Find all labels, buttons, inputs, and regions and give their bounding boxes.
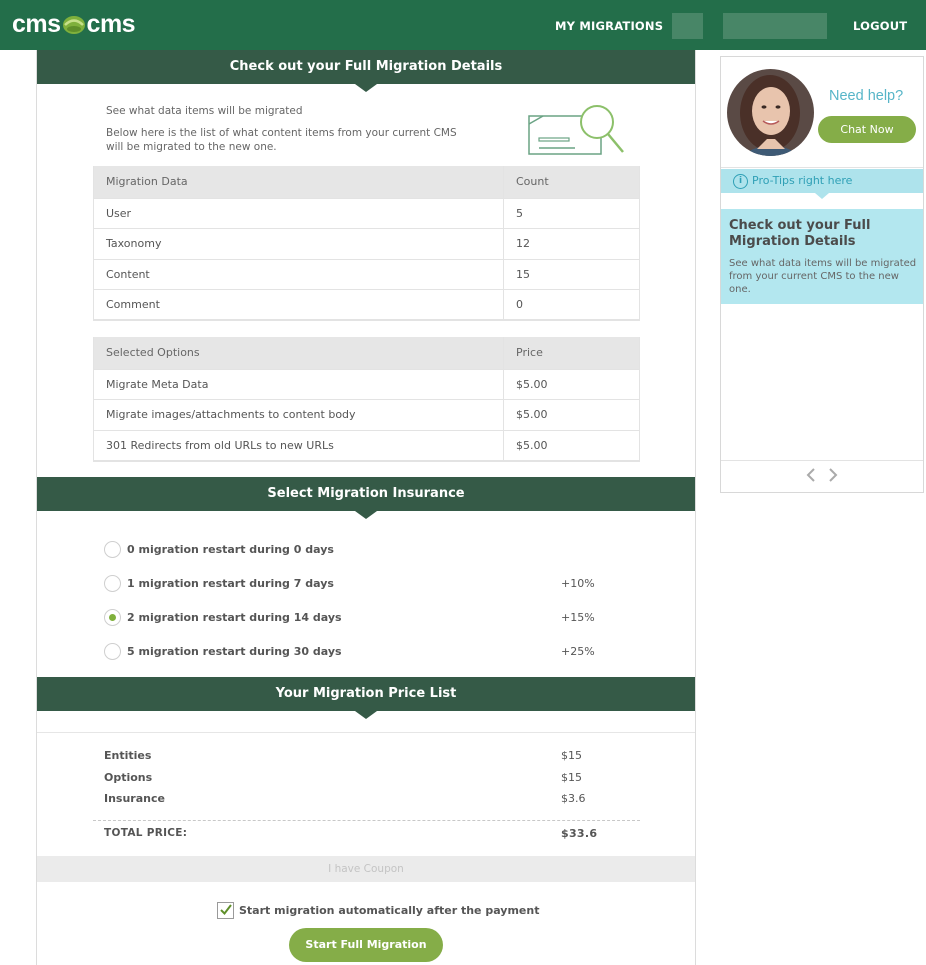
- pro-tips-bar: [721, 169, 923, 193]
- auto-start-checkbox[interactable]: [217, 902, 234, 919]
- insurance-radio-selected[interactable]: [104, 609, 121, 626]
- col-header-migration-data: Migration Data: [94, 166, 504, 198]
- price-label: Insurance: [104, 792, 165, 805]
- option-price: $5.00: [504, 369, 640, 400]
- table-row: [94, 290, 640, 321]
- nav-my-migrations[interactable]: MY MIGRATIONS: [555, 19, 664, 33]
- insurance-percent: +25%: [561, 644, 595, 658]
- divider: [721, 167, 923, 168]
- logo-text-right: cms: [86, 9, 136, 38]
- row-name: Taxonomy: [94, 229, 504, 260]
- insurance-option-30-days[interactable]: [104, 642, 604, 660]
- blurred-account-name[interactable]: [723, 13, 827, 39]
- blurred-nav-item[interactable]: [672, 13, 703, 39]
- total-value: $33.6: [561, 827, 598, 840]
- checkmark-icon: [219, 903, 233, 917]
- insurance-label[interactable]: 0 migration restart during 0 days: [127, 542, 334, 556]
- top-bar: [0, 0, 926, 50]
- row-name: Comment: [94, 290, 504, 321]
- dashed-divider: [93, 820, 640, 821]
- row-count: 12: [504, 229, 640, 260]
- col-header-price: Price: [504, 337, 640, 369]
- price-row-options: [104, 771, 644, 784]
- logo-text-left: cms: [12, 9, 61, 38]
- tip-body: See what data items will be migrated from your current CMS to the new one.: [729, 258, 917, 295]
- price-value: $3.6: [561, 792, 586, 805]
- price-value: $15: [561, 771, 582, 784]
- divider: [721, 460, 923, 461]
- row-count: 15: [504, 259, 640, 290]
- insurance-percent: +10%: [561, 576, 595, 590]
- insurance-radio[interactable]: [104, 575, 121, 592]
- total-price-row: [104, 827, 644, 839]
- cms2cms-logo[interactable]: [12, 9, 135, 39]
- pro-tips-label: Pro-Tips right here: [752, 174, 853, 187]
- table-header-row: [94, 166, 640, 198]
- help-panel: [720, 56, 924, 493]
- info-icon: i: [733, 174, 748, 189]
- option-name: 301 Redirects from old URLs to new URLs: [94, 430, 504, 461]
- auto-start-label[interactable]: Start migration automatically after the payment: [239, 904, 540, 917]
- need-help-link[interactable]: Need help?: [829, 88, 904, 104]
- divider: [37, 732, 695, 733]
- insurance-label[interactable]: 1 migration restart during 7 days: [127, 576, 334, 590]
- insurance-option-7-days[interactable]: [104, 574, 604, 592]
- row-name: User: [94, 198, 504, 229]
- insurance-label[interactable]: 5 migration restart during 30 days: [127, 644, 342, 658]
- insurance-radio[interactable]: [104, 541, 121, 558]
- insurance-option-14-days[interactable]: [104, 608, 604, 626]
- insurance-percent: +15%: [561, 610, 595, 624]
- price-label: Options: [104, 771, 153, 784]
- chevron-right-icon[interactable]: [826, 467, 840, 483]
- row-count: 0: [504, 290, 640, 321]
- migration-details-panel: [36, 50, 696, 965]
- auto-start-option[interactable]: [217, 902, 540, 919]
- row-count: 5: [504, 198, 640, 229]
- tip-title: Check out your Full Migration Details: [729, 218, 871, 249]
- logo-2-icon: [62, 12, 86, 36]
- coupon-toggle[interactable]: I have Coupon: [37, 856, 695, 882]
- table-row: [94, 369, 640, 400]
- option-name: Migrate Meta Data: [94, 369, 504, 400]
- chevron-left-icon[interactable]: [804, 467, 818, 483]
- insurance-label[interactable]: 2 migration restart during 14 days: [127, 610, 342, 624]
- price-row-insurance: [104, 792, 644, 805]
- migration-data-table: [93, 166, 640, 321]
- total-label: TOTAL PRICE:: [104, 827, 188, 839]
- support-agent-avatar: [727, 69, 814, 156]
- nav-logout[interactable]: LOGOUT: [853, 19, 908, 33]
- row-name: Content: [94, 259, 504, 290]
- intro-text: Below here is the list of what content items from your current CMS will be migrated to the new one.: [106, 127, 457, 153]
- table-row: [94, 198, 640, 229]
- price-row-entities: [104, 749, 644, 762]
- table-row: [94, 229, 640, 260]
- option-price: $5.00: [504, 430, 640, 461]
- price-value: $15: [561, 749, 582, 762]
- col-header-count: Count: [504, 166, 640, 198]
- intro-heading: See what data items will be migrated: [106, 105, 303, 117]
- col-header-selected-options: Selected Options: [94, 337, 504, 369]
- insurance-option-0-days[interactable]: [104, 540, 604, 558]
- price-label: Entities: [104, 749, 152, 762]
- tip-card: [721, 209, 923, 304]
- search-document-icon: [527, 102, 627, 162]
- table-row: [94, 259, 640, 290]
- insurance-section-header: Select Migration Insurance: [37, 477, 695, 511]
- price-list-section-header: Your Migration Price List: [37, 677, 695, 711]
- insurance-radio[interactable]: [104, 643, 121, 660]
- start-full-migration-button[interactable]: Start Full Migration: [289, 928, 443, 962]
- option-price: $5.00: [504, 400, 640, 431]
- table-header-row: [94, 337, 640, 369]
- table-row: [94, 430, 640, 461]
- option-name: Migrate images/attachments to content body: [94, 400, 504, 431]
- chat-now-button[interactable]: Chat Now: [818, 116, 916, 143]
- table-row: [94, 400, 640, 431]
- pro-tips-pointer: [815, 193, 829, 199]
- details-section-header: Check out your Full Migration Details: [37, 50, 695, 84]
- selected-options-table: [93, 337, 640, 462]
